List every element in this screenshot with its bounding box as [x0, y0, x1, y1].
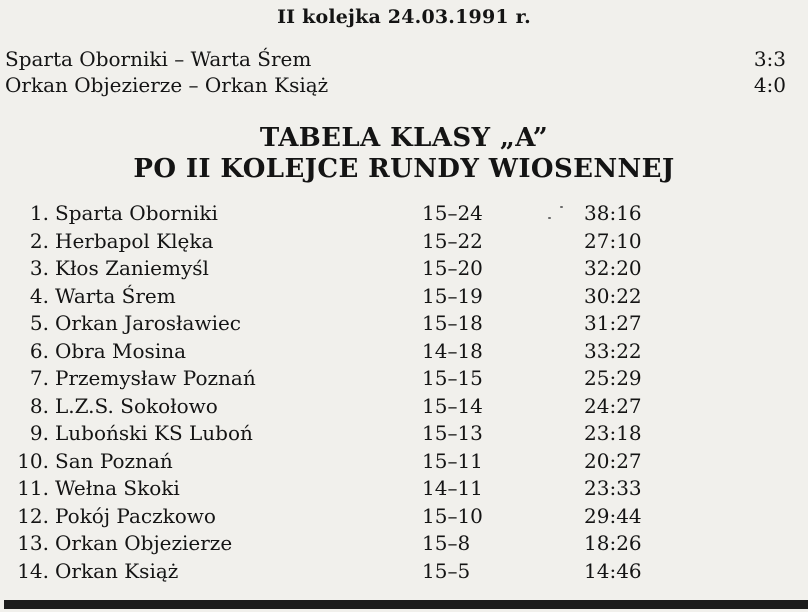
position: 5.: [29, 311, 49, 335]
table-row: [0, 503, 808, 531]
position: 1.: [29, 201, 49, 225]
goal-ratio: 14:46: [584, 558, 642, 583]
position: 10.: [17, 448, 49, 473]
position: 3.: [29, 256, 49, 280]
team-name: Kłos Zaniemyśl: [55, 256, 209, 280]
matches-points: 15–22: [422, 228, 483, 253]
team-name: Luboński KS Luboń: [55, 421, 253, 445]
position: 9.: [29, 421, 49, 445]
matches-points: 15–8: [422, 531, 471, 555]
position: 4.: [29, 283, 49, 308]
table-row: [0, 420, 808, 448]
goal-ratio: 29:44: [584, 503, 642, 528]
round-title: II kolejka 24.03.1991 r.: [277, 6, 531, 28]
goal-ratio: 27:10: [584, 228, 642, 253]
table-row: [0, 448, 808, 476]
goal-ratio: 25:29: [584, 366, 642, 390]
team-name: Orkan Książ: [55, 558, 179, 583]
matches-points: 15–15: [422, 366, 483, 390]
team-name: Sparta Oborniki: [55, 201, 218, 225]
matches-points: 15–5: [422, 558, 471, 583]
table-row: [0, 393, 808, 421]
position: 13.: [17, 531, 49, 555]
matches-points: 15–19: [422, 283, 483, 308]
team-name: Obra Mosina: [55, 338, 187, 363]
goal-ratio: 38:16: [584, 201, 642, 225]
team-name: Orkan Jarosławiec: [55, 311, 242, 335]
print-speck: [560, 206, 563, 208]
matches-points: 15–24: [422, 201, 483, 225]
matches-points: 15–11: [422, 448, 483, 473]
standings-table: [0, 200, 808, 585]
match-fixture: Sparta Oborniki – Warta Śrem: [5, 47, 312, 71]
table-row: [0, 475, 808, 503]
position: 6.: [29, 338, 49, 363]
team-name: Herbapol Klęka: [55, 228, 214, 253]
match-result-row: [5, 73, 786, 97]
bottom-rule: [4, 600, 808, 609]
table-row: [0, 228, 808, 256]
matches-points: 15–20: [422, 256, 483, 280]
goal-ratio: 33:22: [584, 338, 642, 363]
team-name: San Poznań: [55, 448, 173, 473]
table-row: [0, 338, 808, 366]
matches-points: 15–10: [422, 503, 483, 528]
match-fixture: Orkan Objezierze – Orkan Książ: [5, 73, 329, 97]
match-score: 3:3: [753, 47, 786, 71]
table-row: [0, 283, 808, 311]
team-name: Pokój Paczkowo: [55, 503, 216, 528]
position: 12.: [17, 503, 49, 528]
goal-ratio: 20:27: [584, 448, 642, 473]
table-row: [0, 255, 808, 283]
goal-ratio: 31:27: [584, 311, 642, 335]
table-row: [0, 310, 808, 338]
matches-points: 15–18: [422, 311, 483, 335]
goal-ratio: 32:20: [584, 256, 642, 280]
matches-points: 14–11: [422, 476, 483, 500]
goal-ratio: 23:18: [584, 421, 642, 445]
table-title-line-1: TABELA KLASY „A”: [259, 123, 549, 153]
match-score: 4:0: [753, 73, 786, 97]
team-name: L.Z.S. Sokołowo: [55, 393, 218, 418]
goal-ratio: 23:33: [584, 476, 642, 500]
team-name: Warta Śrem: [55, 283, 176, 308]
match-result-row: [5, 47, 786, 71]
position: 7.: [29, 366, 49, 390]
team-name: Wełna Skoki: [55, 476, 180, 500]
matches-points: 15–14: [422, 393, 483, 418]
table-title-line-2: PO II KOLEJCE RUNDY WIOSENNEJ: [133, 154, 675, 184]
goal-ratio: 24:27: [584, 393, 642, 418]
table-row: [0, 200, 808, 228]
team-name: Orkan Objezierze: [55, 531, 233, 555]
goal-ratio: 18:26: [584, 531, 642, 555]
table-row: [0, 558, 808, 586]
print-speck: [548, 217, 551, 219]
position: 8.: [29, 393, 49, 418]
position: 2.: [29, 228, 49, 253]
matches-points: 14–18: [422, 338, 483, 363]
position: 11.: [17, 476, 49, 500]
table-row: [0, 365, 808, 393]
matches-points: 15–13: [422, 421, 483, 445]
team-name: Przemysław Poznań: [55, 366, 256, 390]
position: 14.: [17, 558, 49, 583]
goal-ratio: 30:22: [584, 283, 642, 308]
table-row: [0, 530, 808, 558]
